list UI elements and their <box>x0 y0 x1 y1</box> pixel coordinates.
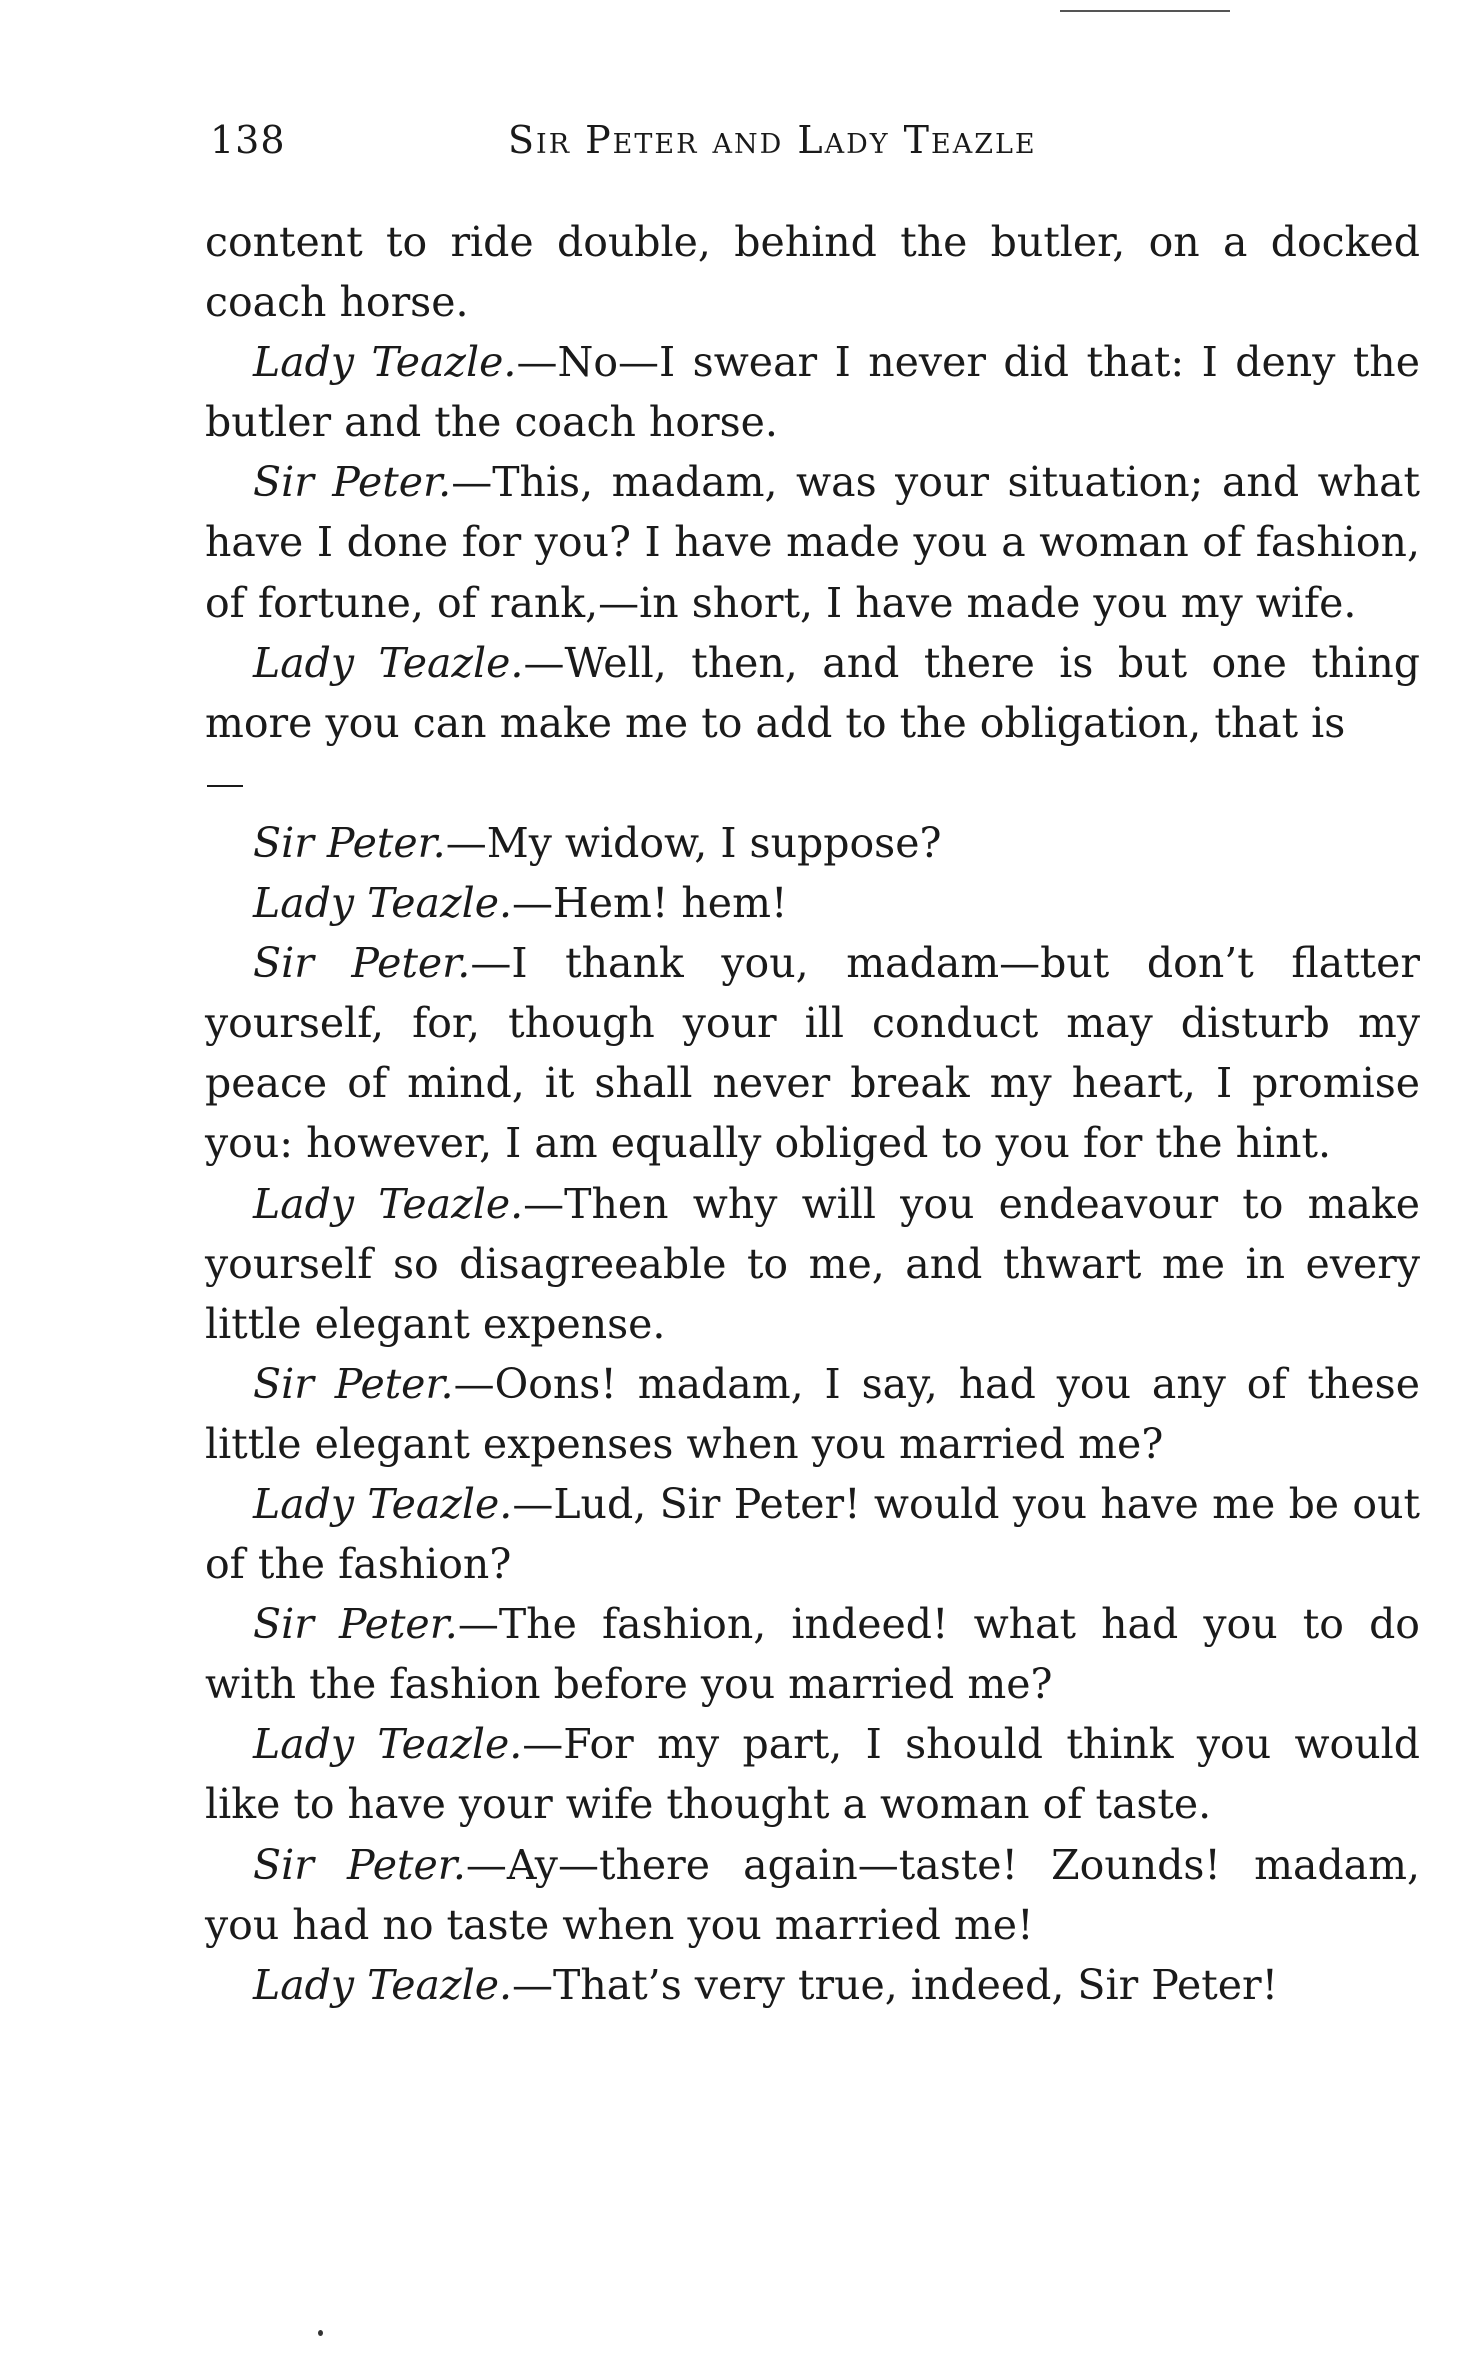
page-header <box>210 118 1430 178</box>
speech-text: —I thank you, madam—but don’t flatter yourself, for, though your ill conduct may disturb my peace of mind, it shall never break my heart, I promise you: however, I am equally obliged to you for the hint. <box>205 939 1420 1168</box>
speaker-name: Sir Peter. <box>253 939 471 988</box>
top-rule <box>1060 10 1230 12</box>
paragraph <box>205 1354 1420 1474</box>
interruption-dash <box>205 753 1420 813</box>
speaker-name: Sir Peter. <box>253 1840 466 1889</box>
paragraph <box>205 873 1420 933</box>
speaker-name: Lady Teazle. <box>253 1179 524 1228</box>
paragraph <box>205 1835 1420 1955</box>
speaker-name: Lady Teazle. <box>253 338 517 387</box>
speaker-name: Lady Teazle. <box>253 1960 512 2009</box>
paragraph <box>205 813 1420 873</box>
speech-text: —Ay—there again—taste! Zounds! madam, you had no taste when you married me! <box>205 1840 1420 1949</box>
speech-text: —Lud, Sir Peter! would you have me be out of the fashion? <box>205 1479 1420 1589</box>
speech-text: —No—I swear I never did that: I deny the butler and the coach horse. <box>205 338 1420 447</box>
speech-text: —Well, then, and there is but one thing more you can make me to add to the obligation, that is <box>205 638 1420 747</box>
speech-text: —Oons! madam, I say, had you any of these little elegant expenses when you married me? <box>205 1359 1420 1468</box>
running-title: Sir Peter and Lady Teazle <box>508 118 1037 162</box>
speech-text: —Then why will you endeavour to make yourself so disagreeable to me, and thwart me in every little elegant expense. <box>205 1179 1421 1348</box>
speaker-name: Lady Teazle. <box>253 879 512 928</box>
paragraph <box>205 1714 1420 1834</box>
speech-text: —For my part, I should think you would like to have your wife thought a woman of taste. <box>205 1720 1421 1829</box>
speech-text: —My widow, I suppose? <box>445 818 942 867</box>
paragraph <box>205 452 1420 632</box>
paragraph <box>205 1474 1420 1594</box>
paragraph <box>205 332 1420 452</box>
paragraph <box>205 1955 1420 2015</box>
speaker-name: Lady Teazle. <box>253 1720 523 1769</box>
paragraph <box>205 633 1420 753</box>
paragraph <box>205 212 1420 332</box>
page-number: 138 <box>210 118 286 162</box>
paragraph <box>205 1594 1420 1714</box>
paragraph <box>205 933 1420 1173</box>
speaker-name: Lady Teazle. <box>253 1479 513 1528</box>
body-text <box>205 212 1420 2015</box>
speech-text: —This, madam, was your situation; and what have I done for you? I have made you a woman of fashion, of fortune, of rank,—in short, I have made you my wife. <box>205 458 1420 627</box>
speech-text: —That’s very true, indeed, Sir Peter! <box>512 1960 1279 2009</box>
speech-text: —The fashion, indeed! what had you to do with the fashion before you married me? <box>205 1600 1420 1709</box>
speech-text: —Hem! hem! <box>512 879 788 928</box>
speaker-name: Sir Peter. <box>253 458 452 507</box>
paragraph <box>205 1174 1420 1354</box>
speaker-name: Sir Peter. <box>253 818 446 867</box>
speaker-name: Sir Peter. <box>253 1600 458 1649</box>
speaker-name: Sir Peter. <box>253 1359 454 1408</box>
ink-speck <box>318 2330 323 2336</box>
speaker-name: Lady Teazle. <box>253 638 524 687</box>
speech-text: content to ride double, behind the butler, on a docked coach horse. <box>205 218 1420 327</box>
